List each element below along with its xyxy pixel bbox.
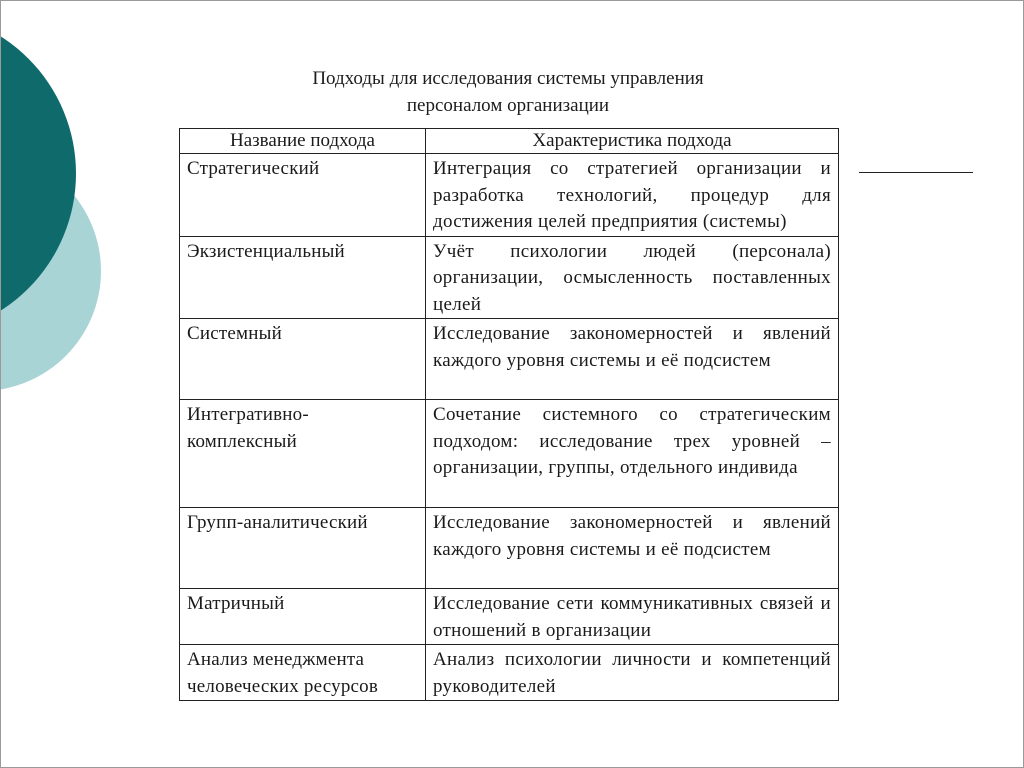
table-row [180, 645, 839, 701]
approach-description: Исследование закономерностей и явлений каждого уровня системы и её подсистем [426, 319, 839, 400]
approaches-table [179, 128, 839, 701]
table-row [180, 508, 839, 589]
table-header-row [180, 129, 839, 154]
column-header-description: Характеристика подхода [426, 129, 839, 154]
approach-name: Стратегический [180, 154, 426, 237]
approach-name: Групп-аналитический [180, 508, 426, 589]
decorative-line [859, 172, 973, 173]
table-row [180, 400, 839, 508]
approach-description: Сочетание системного со стратегическим подходом: исследование трех уровней – организации, группы, отдельного индивида [426, 400, 839, 508]
approach-description: Интеграция со стратегией организации и разработка технологий, процедур для достижения целей предприятия (системы) [426, 154, 839, 237]
approach-description: Исследование сети коммуникативных связей и отношений в организации [426, 589, 839, 645]
table-row [180, 154, 839, 237]
approach-description: Анализ психологии личности и компетенций руководителей [426, 645, 839, 701]
table-row [180, 589, 839, 645]
title-line-1: Подходы для исследования системы управления [312, 68, 704, 89]
approach-name: Анализ менеджмента человеческих ресурсов [180, 645, 426, 701]
approach-description: Учёт психологии людей (персонала) организации, осмысленность поставленных целей [426, 236, 839, 319]
approach-name: Интегративно-комплексный [180, 400, 426, 508]
approach-name: Системный [180, 319, 426, 400]
table-row [180, 236, 839, 319]
approach-name: Матричный [180, 589, 426, 645]
approach-description: Исследование закономерностей и явлений каждого уровня системы и её подсистем [426, 508, 839, 589]
table-row [180, 319, 839, 400]
document-title [179, 65, 837, 119]
column-header-name: Название подхода [180, 129, 426, 154]
title-line-2: персоналом организации [406, 95, 610, 116]
approach-name: Экзистенциальный [180, 236, 426, 319]
